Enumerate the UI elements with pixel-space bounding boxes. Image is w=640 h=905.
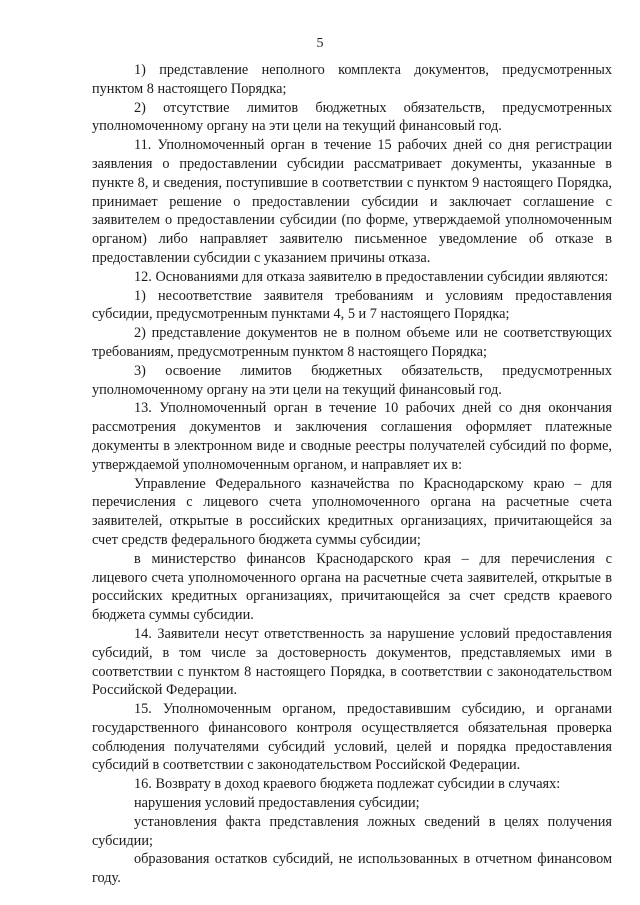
- paragraph: 12. Основаниями для отказа заявителю в предоставлении субсидии являются:: [134, 268, 609, 285]
- paragraph: 13. Уполномоченный орган в течение 10 рабочих дней со дня окончания рассмотрения документов и заключения соглашения оформляет платежные документы в электронном виде и сводные реестры получателей субсидий по форме, утверждаемой уполномоченным органом, и направляет их в:: [92, 400, 612, 473]
- paragraph: 15. Уполномоченным органом, предоставившим субсидию, и органами государственного финансового контроля осуществляется обязательная проверка соблюдения получателями субсидий условий, целей и порядка предоставления субсидий в соответствии с законодательством Российской Федерации.: [92, 701, 612, 774]
- paragraph: 2) отсутствие лимитов бюджетных обязательств, предусмотренных уполномоченному органу на эти цели на текущий финансовый год.: [92, 99, 612, 135]
- paragraph: в министерство финансов Краснодарского края – для перечисления с лицевого счета уполномоченного органа на расчетные счета заявителей, открытые в российских кредитных организациях, причитающейся за счет средств краевого бюджета суммы субсидии.: [92, 550, 612, 624]
- paragraph: 14. Заявители несут ответственность за нарушение условий предоставления субсидий, в том числе за достоверность документов, представляемых ими в соответствии с пунктом 8 настоящего Порядка, в соответствии с законодательством Российской Федерации.: [92, 625, 612, 699]
- paragraph: 16. Возврату в доход краевого бюджета подлежат субсидии в случаях:: [134, 776, 561, 793]
- document-body: [92, 61, 612, 888]
- paragraph: 1) представление неполного комплекта документов, предусмотренных пунктом 8 настоящего Порядка;: [92, 62, 612, 97]
- paragraph: Управление Федерального казначейства по Краснодарскому краю – для перечисления с лицевого счета уполномоченного органа на расчетные счета заявителей, открытые в российских кредитных организациях, причитающейся за счет средств федерального бюджета суммы субсидии;: [92, 475, 612, 548]
- paragraph: установления факта представления ложных сведений в целях получения субсидии;: [92, 813, 612, 849]
- paragraph: нарушения условий предоставления субсидии;: [134, 795, 420, 812]
- paragraph: 2) представление документов не в полном объеме или не соответствующих требованиям, предусмотренным пунктом 8 настоящего Порядка;: [92, 325, 612, 360]
- paragraph: 3) освоение лимитов бюджетных обязательств, предусмотренных уполномоченному органу на эти цели на текущий финансовый год.: [92, 362, 612, 398]
- paragraph: образования остатков субсидий, не использованных в отчетном финансовом году.: [92, 851, 612, 887]
- page-number: 5: [316, 36, 324, 51]
- paragraph: 11. Уполномоченный орган в течение 15 рабочих дней со дня регистрации заявления о предоставлении субсидии рассматривает документы, указанные в пункте 8, и сведения, поступившие в соответствии с пунктом 9 настоящего Порядка, принимает решение о предоставлении субсидии и заключает соглашение с заявителем о предоставлении субсидии (по форме, утверждаемой уполномоченным органом) либо направляет заявителю письменное уведомление об отказе в предоставлении субсидии с указанием причины отказа.: [92, 137, 612, 266]
- paragraph: 1) несоответствие заявителя требованиям и условиям предоставления субсидии, предусмотренным пунктами 4, 5 и 7 настоящего Порядка;: [92, 287, 612, 323]
